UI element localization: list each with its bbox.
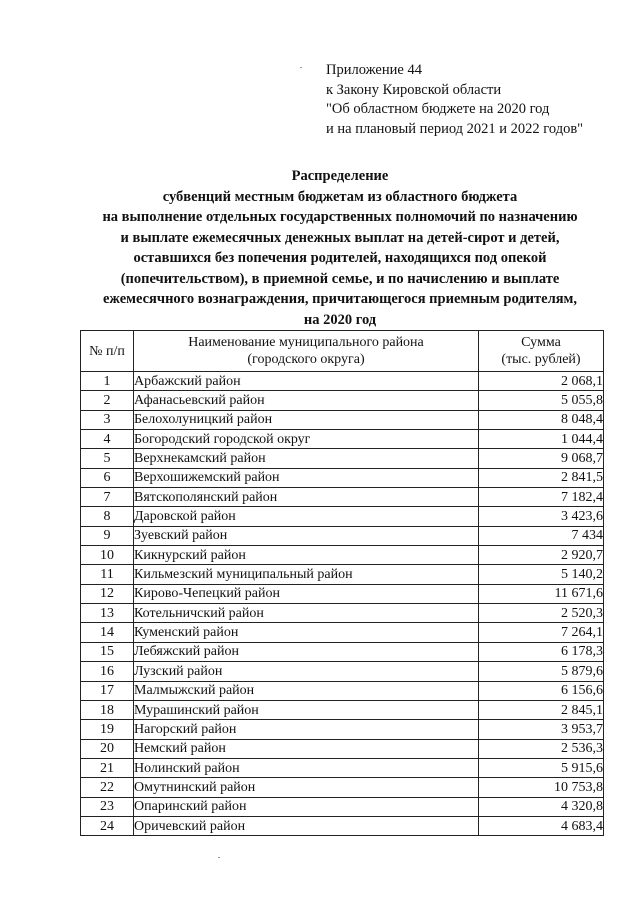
row-district-name: Вятскополянский район	[134, 488, 479, 507]
appendix-law-period: и на плановый период 2021 и 2022 годов"	[326, 120, 584, 137]
table-body	[81, 372, 604, 836]
table-row	[81, 642, 604, 661]
row-number: 24	[81, 816, 134, 835]
row-amount: 3 953,7	[479, 720, 604, 739]
row-amount: 7 434	[479, 526, 604, 545]
row-amount: 2 068,1	[479, 372, 604, 391]
appendix-header	[326, 61, 583, 139]
scan-speck	[300, 67, 302, 68]
scan-speck	[218, 857, 220, 858]
title-line: (попечительством), в приемной семье, и по начислению и выплате	[120, 270, 560, 287]
row-amount: 8 048,4	[479, 410, 604, 429]
row-number: 19	[81, 720, 134, 739]
row-number: 9	[81, 526, 134, 545]
table-row	[81, 758, 604, 777]
table-row	[81, 449, 604, 468]
header-sum-line2: (тыс. рублей)	[501, 352, 581, 367]
row-number: 10	[81, 546, 134, 565]
row-number: 6	[81, 468, 134, 487]
row-amount: 5 879,6	[479, 662, 604, 681]
table-row	[81, 681, 604, 700]
table-row	[81, 507, 604, 526]
row-number: 21	[81, 758, 134, 777]
row-district-name: Кирово-Чепецкий район	[134, 584, 479, 603]
row-amount: 9 068,7	[479, 449, 604, 468]
table-row	[81, 410, 604, 429]
row-amount: 7 264,1	[479, 623, 604, 642]
row-number: 13	[81, 604, 134, 623]
table-row	[81, 797, 604, 816]
row-amount: 11 671,6	[479, 584, 604, 603]
row-district-name: Белохолуницкий район	[134, 410, 479, 429]
row-district-name: Арбажский район	[134, 372, 479, 391]
row-district-name: Лебяжский район	[134, 642, 479, 661]
row-number: 8	[81, 507, 134, 526]
title-line: Распределение	[291, 168, 389, 184]
header-sum-line1: Сумма	[521, 335, 561, 350]
row-amount: 3 423,6	[479, 507, 604, 526]
title-line: субвенций местным бюджетам из областного бюджета	[162, 188, 518, 205]
table-row	[81, 584, 604, 603]
row-district-name: Верхнекамский район	[134, 449, 479, 468]
header-name	[134, 331, 479, 372]
row-number: 18	[81, 700, 134, 719]
table-row	[81, 565, 604, 584]
row-amount: 7 182,4	[479, 488, 604, 507]
row-number: 12	[81, 584, 134, 603]
table-row	[81, 468, 604, 487]
row-district-name: Мурашинский район	[134, 700, 479, 719]
title-line: и выплате ежемесячных денежных выплат на детей-сирот и детей,	[120, 229, 560, 246]
table-row	[81, 391, 604, 410]
row-number: 23	[81, 797, 134, 816]
appendix-law-title: "Об областном бюджете на 2020 год	[326, 101, 550, 117]
row-district-name: Лузский район	[134, 662, 479, 681]
row-number: 15	[81, 642, 134, 661]
table-row	[81, 816, 604, 835]
appendix-number: Приложение 44	[326, 62, 422, 78]
table-row	[81, 720, 604, 739]
row-district-name: Кикнурский район	[134, 546, 479, 565]
title-line: ежемесячного вознаграждения, причитающегося приемным родителям,	[102, 291, 578, 307]
row-number: 11	[81, 565, 134, 584]
row-district-name: Нолинский район	[134, 758, 479, 777]
row-amount: 5 140,2	[479, 565, 604, 584]
header-number-label: № п/п	[89, 343, 125, 359]
row-amount: 2 520,3	[479, 604, 604, 623]
row-number: 16	[81, 662, 134, 681]
row-district-name: Богородский городской округ	[134, 430, 479, 449]
header-number	[81, 331, 134, 372]
row-district-name: Зуевский район	[134, 526, 479, 545]
distribution-table	[80, 330, 604, 836]
row-amount: 2 841,5	[479, 468, 604, 487]
row-number: 1	[81, 372, 134, 391]
row-number: 22	[81, 778, 134, 797]
row-district-name: Нагорский район	[134, 720, 479, 739]
row-district-name: Опаринский район	[134, 797, 479, 816]
table-row	[81, 430, 604, 449]
row-amount: 4 320,8	[479, 797, 604, 816]
table-header-row	[81, 331, 604, 372]
table-row	[81, 604, 604, 623]
row-district-name: Афанасьевский район	[134, 391, 479, 410]
title-line: на выполнение отдельных государственных полномочий по назначению	[102, 209, 578, 225]
title-line: оставшихся без попечения родителей, находящихся под опекой	[133, 250, 547, 266]
table-row	[81, 662, 604, 681]
row-number: 7	[81, 488, 134, 507]
table-row	[81, 546, 604, 565]
row-district-name: Даровской район	[134, 507, 479, 526]
row-district-name: Верхошижемский район	[134, 468, 479, 487]
table-row	[81, 739, 604, 758]
row-district-name: Немский район	[134, 739, 479, 758]
header-name-line1: Наименование муниципального района	[188, 335, 424, 350]
row-district-name: Оричевский район	[134, 816, 479, 835]
row-amount: 5 055,8	[479, 391, 604, 410]
row-number: 20	[81, 739, 134, 758]
table-row	[81, 778, 604, 797]
row-amount: 6 156,6	[479, 681, 604, 700]
row-number: 17	[81, 681, 134, 700]
row-number: 2	[81, 391, 134, 410]
row-amount: 1 044,4	[479, 430, 604, 449]
row-district-name: Котельничский район	[134, 604, 479, 623]
row-number: 14	[81, 623, 134, 642]
row-amount: 2 845,1	[479, 700, 604, 719]
table-row	[81, 623, 604, 642]
appendix-law: к Закону Кировской области	[326, 81, 502, 98]
row-amount: 6 178,3	[479, 642, 604, 661]
table-row	[81, 700, 604, 719]
table-row	[81, 488, 604, 507]
row-amount: 5 915,6	[479, 758, 604, 777]
row-amount: 2 536,3	[479, 739, 604, 758]
table-row	[81, 526, 604, 545]
row-district-name: Кильмезский муниципальный район	[134, 565, 479, 584]
title-line: на 2020 год	[303, 311, 377, 328]
row-number: 5	[81, 449, 134, 468]
row-amount: 2 920,7	[479, 546, 604, 565]
row-number: 4	[81, 430, 134, 449]
document-title	[40, 166, 640, 330]
row-district-name: Омутнинский район	[134, 778, 479, 797]
row-district-name: Малмыжский район	[134, 681, 479, 700]
header-name-line2: (городского округа)	[247, 352, 365, 367]
row-district-name: Куменский район	[134, 623, 479, 642]
row-amount: 4 683,4	[479, 816, 604, 835]
header-sum	[479, 331, 604, 372]
row-number: 3	[81, 410, 134, 429]
table-row	[81, 372, 604, 391]
row-amount: 10 753,8	[479, 778, 604, 797]
